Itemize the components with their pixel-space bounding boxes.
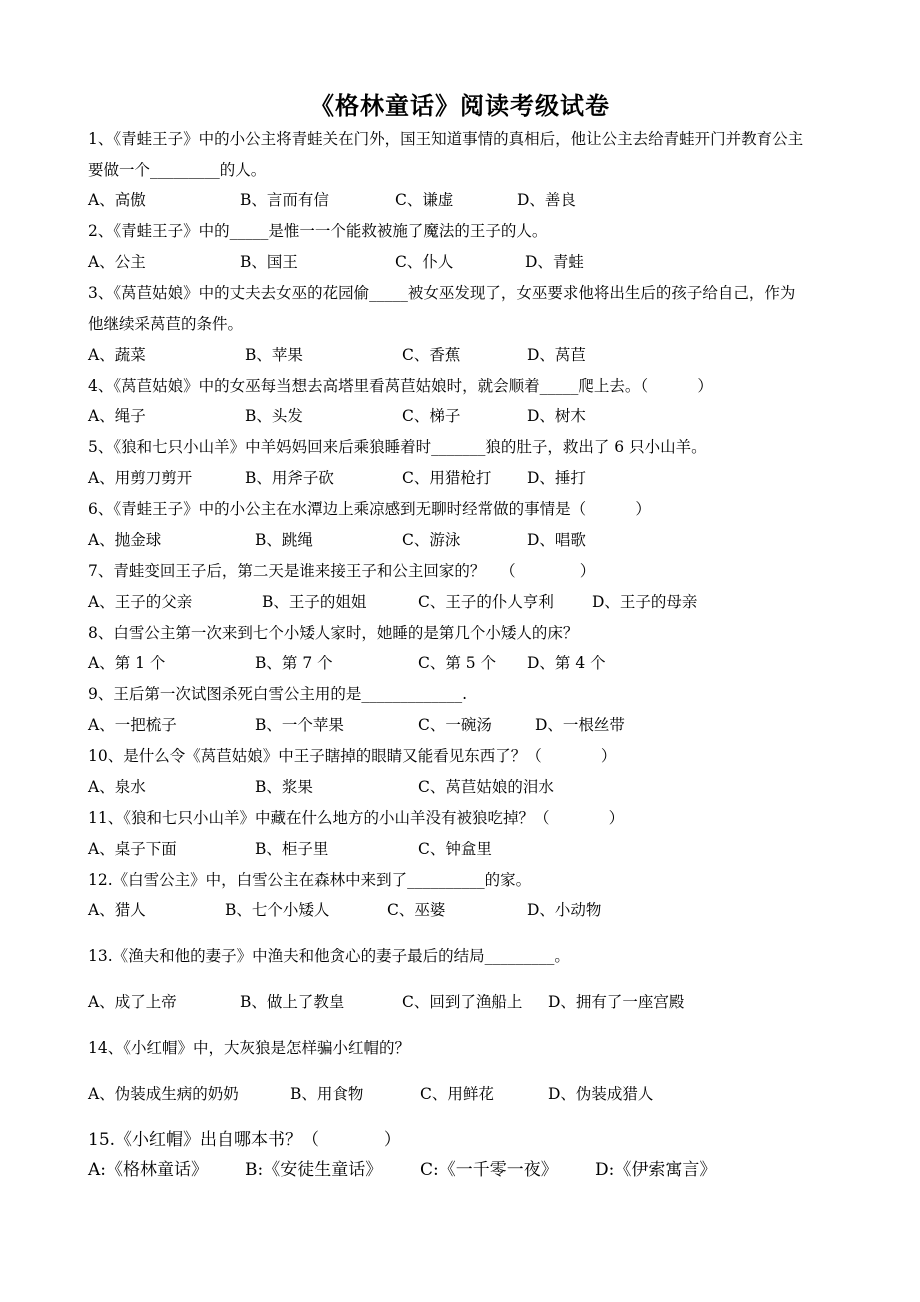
question-11-option-c: C、钟盒里	[418, 840, 492, 858]
question-12-option-b: B、七个小矮人	[225, 901, 330, 919]
question-4-option-d: D、树木	[527, 407, 586, 425]
question-2-option-d: D、青蛙	[525, 253, 584, 271]
question-14-option-b: B、用食物	[290, 1085, 364, 1103]
question-11-text: 11、《狼和七只小山羊》中藏在什么地方的小山羊没有被狼吃掉？（ ）	[88, 809, 625, 827]
page-title: 《格林童话》阅读考级试卷	[310, 92, 610, 120]
question-8-option-c: C、第 5 个	[418, 654, 497, 672]
question-8-option-b: B、第 7 个	[255, 654, 333, 672]
question-1-text-line-1: 1、《青蛙王子》中的小公主将青蛙关在门外，国王知道事情的真相后，他让公主去给青蛙开门并教育公主	[88, 130, 804, 148]
question-12-text: 12.《白雪公主》中，白雪公主在森林中来到了__________的家。	[88, 871, 532, 889]
question-12-option-c: C、巫婆	[387, 901, 446, 919]
question-15-option-a: A:《格林童话》	[88, 1160, 209, 1180]
question-10-option-b: B、浆果	[255, 778, 313, 796]
question-5-text: 5、《狼和七只小山羊》中羊妈妈回来后乘狼睡着时_______狼的肚子，救出了 6 只小山羊。	[88, 438, 707, 456]
question-2-text: 2、《青蛙王子》中的_____是惟一一个能救被施了魔法的王子的人。	[88, 222, 548, 240]
question-6-option-b: B、跳绳	[255, 531, 313, 549]
question-5-option-b: B、用斧子砍	[245, 469, 334, 487]
question-12-option-d: D、小动物	[527, 901, 602, 919]
question-5-option-a: A、用剪刀剪开	[88, 469, 193, 487]
question-15-option-c: C:《一千零一夜》	[420, 1160, 558, 1180]
question-4-option-a: A、绳子	[88, 407, 146, 425]
question-8-option-a: A、第 1 个	[88, 654, 166, 672]
question-3-text-line-1: 3、《莴苣姑娘》中的丈夫去女巫的花园偷_____被女巫发现了，女巫要求他将出生后的孩子给自己，作为	[88, 284, 796, 302]
question-5-option-d: D、捶打	[527, 469, 586, 487]
question-13-option-b: B、做上了教皇	[240, 993, 345, 1011]
question-3-text-line-2: 他继续采莴苣的条件。	[88, 315, 244, 333]
question-7-option-b: B、王子的姐姐	[262, 593, 367, 611]
question-13-option-d: D、拥有了一座宫殿	[548, 993, 685, 1011]
question-6-option-c: C、游泳	[402, 531, 461, 549]
question-3-option-a: A、蔬菜	[88, 346, 146, 364]
question-15-option-d: D:《伊索寓言》	[595, 1160, 717, 1180]
question-4-option-b: B、头发	[245, 407, 303, 425]
question-4-text: 4、《莴苣姑娘》中的女巫每当想去高塔里看莴苣姑娘时，就会顺着_____爬上去。（ ）	[88, 377, 713, 395]
question-3-option-b: B、苹果	[245, 346, 303, 364]
question-14-option-c: C、用鲜花	[420, 1085, 494, 1103]
question-10-option-a: A、泉水	[88, 778, 146, 796]
question-7-option-c: C、王子的仆人亨利	[418, 593, 554, 611]
question-7-option-d: D、王子的母亲	[592, 593, 698, 611]
question-1-option-c: C、谦虚	[395, 191, 454, 209]
question-6-option-a: A、抛金球	[88, 531, 162, 549]
question-10-option-c: C、莴苣姑娘的泪水	[418, 778, 554, 796]
question-14-option-a: A、伪装成生病的奶奶	[88, 1085, 239, 1103]
question-7-option-a: A、王子的父亲	[88, 593, 193, 611]
question-8-text: 8、白雪公主第一次来到七个小矮人家时，她睡的是第几个小矮人的床？	[88, 624, 579, 642]
question-9-option-a: A、一把梳子	[88, 716, 177, 734]
question-2-option-b: B、国王	[240, 253, 298, 271]
question-7-text: 7、青蛙变回王子后，第二天是谁来接王子和公主回家的？ （ ）	[88, 562, 596, 580]
question-9-text: 9、王后第一次试图杀死白雪公主用的是_____________.	[88, 685, 468, 703]
question-11-option-a: A、桌子下面	[88, 840, 177, 858]
question-11-option-b: B、柜子里	[255, 840, 329, 858]
question-5-option-c: C、用猎枪打	[402, 469, 492, 487]
question-13-option-a: A、成了上帝	[88, 993, 177, 1011]
question-6-option-d: D、唱歌	[527, 531, 586, 549]
question-15-option-b: B:《安徒生童话》	[245, 1160, 383, 1180]
question-14-option-d: D、伪装成猎人	[548, 1085, 654, 1103]
question-1-option-b: B、言而有信	[240, 191, 329, 209]
question-8-option-d: D、第 4 个	[527, 654, 606, 672]
question-15-text: 15.《小红帽》出自哪本书？（ ）	[88, 1130, 401, 1150]
question-10-text: 10、是什么令《莴苣姑娘》中王子瞎掉的眼睛又能看见东西了？（ ）	[88, 747, 617, 765]
question-1-text-line-2: 要做一个_________的人。	[88, 161, 267, 179]
question-3-option-d: D、莴苣	[527, 346, 586, 364]
question-9-option-c: C、一碗汤	[418, 716, 492, 734]
question-1-option-d: D、善良	[517, 191, 576, 209]
question-3-option-c: C、香蕉	[402, 346, 461, 364]
question-12-option-a: A、猎人	[88, 901, 146, 919]
question-2-option-a: A、公主	[88, 253, 146, 271]
question-9-option-b: B、一个苹果	[255, 716, 344, 734]
question-4-option-c: C、梯子	[402, 407, 461, 425]
question-14-text: 14、《小红帽》中，大灰狼是怎样骗小红帽的？	[88, 1039, 410, 1057]
question-1-option-a: A、高傲	[88, 191, 146, 209]
question-13-text: 13.《渔夫和他的妻子》中渔夫和他贪心的妻子最后的结局_________。	[88, 947, 570, 965]
question-13-option-c: C、回到了渔船上	[402, 993, 523, 1011]
question-2-option-c: C、仆人	[395, 253, 454, 271]
question-9-option-d: D、一根丝带	[535, 716, 625, 734]
question-6-text: 6、《青蛙王子》中的小公主在水潭边上乘凉感到无聊时经常做的事情是（ ）	[88, 500, 651, 518]
